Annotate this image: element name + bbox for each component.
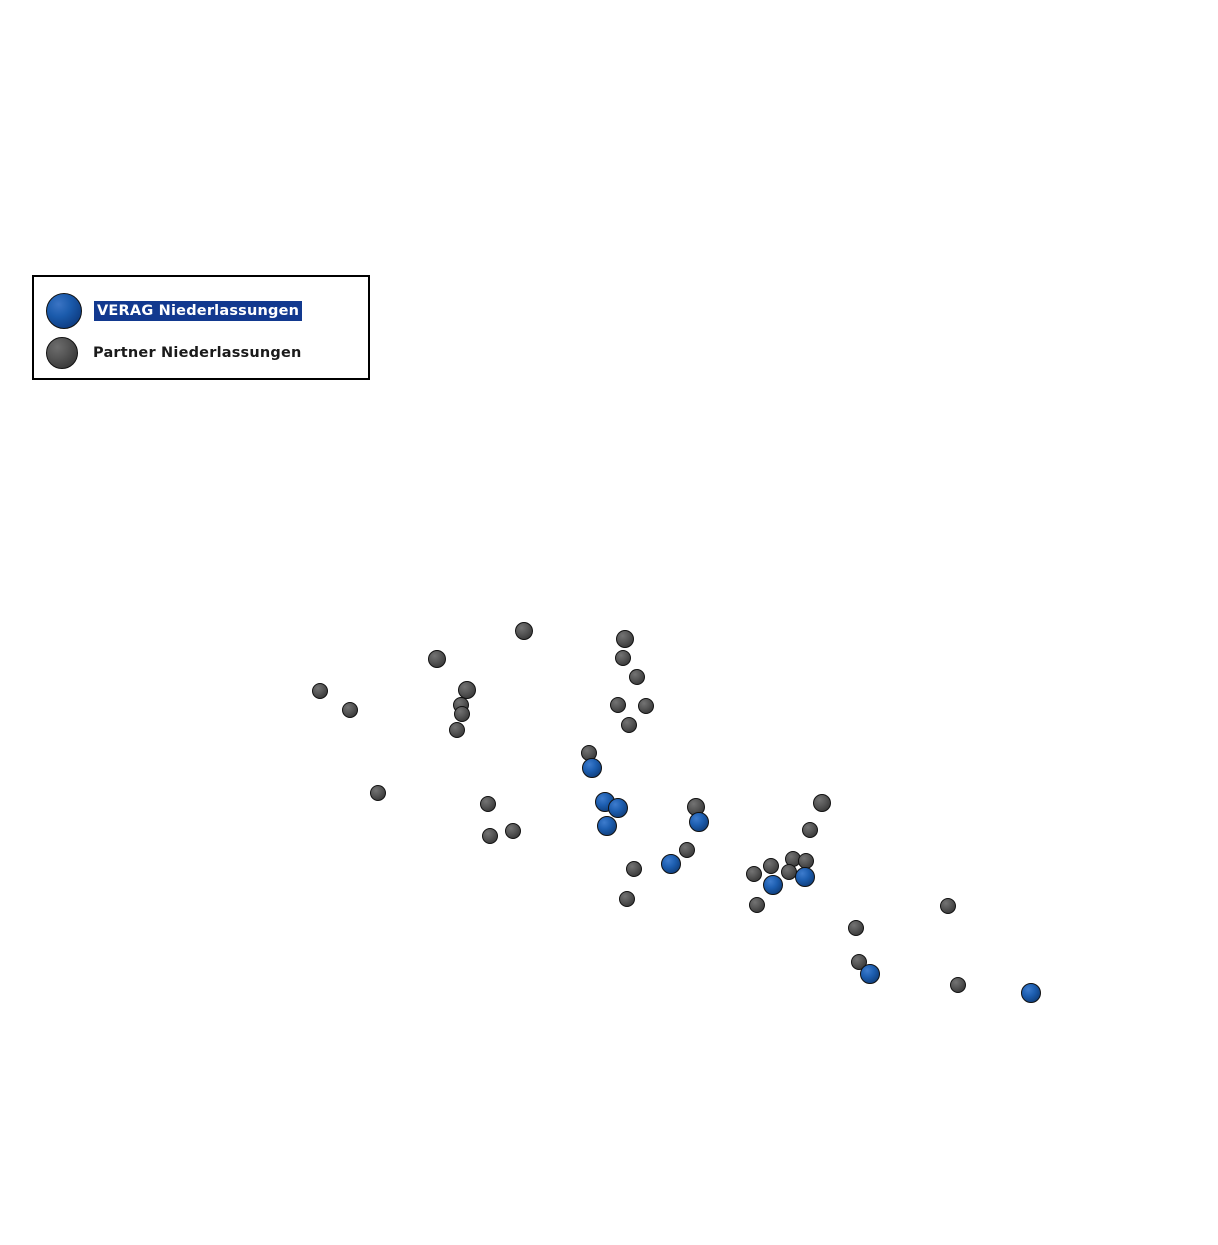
partner-marker-01[interactable] bbox=[515, 622, 533, 640]
partner-marker-02[interactable] bbox=[616, 630, 634, 648]
partner-marker-26[interactable] bbox=[763, 858, 779, 874]
partner-marker-19[interactable] bbox=[813, 794, 831, 812]
verag-marker-icon bbox=[46, 293, 82, 329]
partner-marker-24[interactable] bbox=[626, 861, 642, 877]
partner-marker-17[interactable] bbox=[480, 796, 496, 812]
partner-marker-32[interactable] bbox=[940, 898, 956, 914]
partner-marker-09[interactable] bbox=[638, 698, 654, 714]
partner-marker-11[interactable] bbox=[342, 702, 358, 718]
partner-marker-03[interactable] bbox=[428, 650, 446, 668]
partner-marker-13[interactable] bbox=[621, 717, 637, 733]
partner-marker-31[interactable] bbox=[749, 897, 765, 913]
partner-marker-33[interactable] bbox=[848, 920, 864, 936]
map-legend bbox=[32, 275, 370, 380]
legend-item-verag[interactable] bbox=[34, 293, 302, 329]
partner-marker-12[interactable] bbox=[454, 706, 470, 722]
partner-marker-05[interactable] bbox=[629, 669, 645, 685]
partner-marker-14[interactable] bbox=[449, 722, 465, 738]
partner-marker-23[interactable] bbox=[679, 842, 695, 858]
verag-marker-06[interactable] bbox=[661, 854, 681, 874]
verag-marker-05[interactable] bbox=[597, 816, 617, 836]
legend-item-partner[interactable] bbox=[34, 337, 305, 369]
verag-marker-01[interactable] bbox=[582, 758, 602, 778]
partner-marker-icon bbox=[46, 337, 78, 369]
partner-marker-35[interactable] bbox=[950, 977, 966, 993]
verag-marker-10[interactable] bbox=[1021, 983, 1041, 1003]
verag-marker-08[interactable] bbox=[795, 867, 815, 887]
verag-marker-07[interactable] bbox=[763, 875, 783, 895]
partner-marker-08[interactable] bbox=[610, 697, 626, 713]
legend-label-verag: VERAG Niederlassungen bbox=[94, 301, 302, 321]
verag-marker-04[interactable] bbox=[689, 812, 709, 832]
partner-marker-22[interactable] bbox=[505, 823, 521, 839]
partner-marker-04[interactable] bbox=[615, 650, 631, 666]
verag-marker-09[interactable] bbox=[860, 964, 880, 984]
partner-marker-16[interactable] bbox=[370, 785, 386, 801]
partner-marker-30[interactable] bbox=[619, 891, 635, 907]
partner-marker-28[interactable] bbox=[746, 866, 762, 882]
partner-marker-21[interactable] bbox=[482, 828, 498, 844]
partner-marker-07[interactable] bbox=[312, 683, 328, 699]
verag-marker-03[interactable] bbox=[608, 798, 628, 818]
partner-marker-20[interactable] bbox=[802, 822, 818, 838]
legend-label-partner: Partner Niederlassungen bbox=[93, 345, 302, 361]
